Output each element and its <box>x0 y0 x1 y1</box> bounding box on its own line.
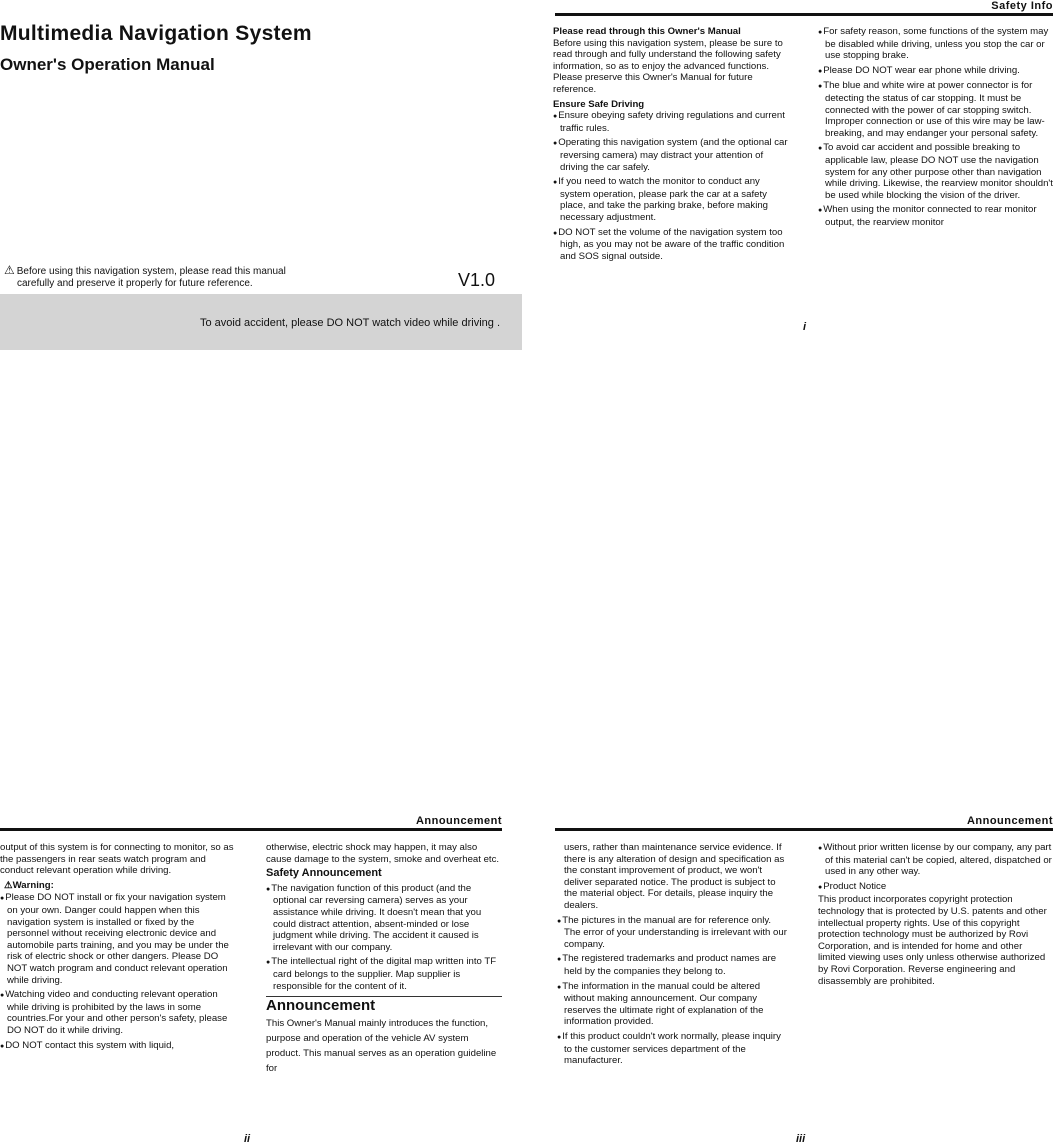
cover-subtitle: Owner's Operation Manual <box>0 55 215 74</box>
page-ii-header: Announcement <box>0 815 502 831</box>
page-ii-left-column <box>0 842 236 1055</box>
notice-paragraph: This product incorporates copyright protection technology that is protected by U.S. patents and other intellectual property rights. Use of this copyright protection technology must be authorized by Rovi Corporation, and is intended for home and other limited viewing uses only unless otherwise authorized by Rovi Corporation. Reverse engineering and disassembly are prohibited. <box>818 894 1047 987</box>
intro-paragraph: users, rather than maintenance service evidence. If there is any alteration of design and specification as the constant improvement of product, we won't deliver separated notice. The product is subject to the material object. For details, please inquiry the dealers. <box>564 842 785 911</box>
bullet-item: ● Please DO NOT wear ear phone while driving. <box>818 65 1054 78</box>
bullet-item: ● DO NOT contact this system with liquid, <box>0 1040 236 1053</box>
page-iii-header: Announcement <box>555 815 1053 831</box>
section-heading: Safety Announcement <box>266 867 382 880</box>
caution-line-2: carefully and preserve it properly for future reference. <box>17 278 253 289</box>
page-iii-right-column <box>818 842 1052 990</box>
section-heading: Ensure Safe Driving <box>553 98 645 110</box>
intro-paragraph: otherwise, electric shock may happen, it may also cause damage to the system, smoke and overheat etc. <box>266 842 500 865</box>
announcement-title: Announcement <box>266 996 502 1012</box>
bullet-item: ● Please DO NOT install or fix your navigation system on your own. Danger could happen when this navigation system is installed or fixed by the personnel without receiving electronic device and automobile parts training, and you may be under the risk of electric shock or other dangers. Please DO NOT watch program and conduct relevant operation while driving. <box>0 892 236 986</box>
bullet-item: ● To avoid car accident and possible breaking to applicable law, please DO NOT use the navigation system for any other purpose other than navigation while driving. Likewise, the rearview monitor shouldn't be used while blocking the vision of the driver. <box>818 142 1054 201</box>
bullet-item: ● If you need to watch the monitor to conduct any system operation, please park the car at a safety place, and take the parking brake, before making necessary adjustment. <box>553 176 789 223</box>
bullet-item: ● Ensure obeying safety driving regulations and current traffic rules. <box>553 110 789 134</box>
warning-triangle-icon: ⚠ <box>4 879 13 891</box>
bullet-item: ● The blue and white wire at power connector is for detecting the status of car stopping. It must be connected with the power of car stopping switch. Improper connection or use of this wire may be law-breaking, and may endanger your personal safety. <box>818 80 1054 139</box>
bullet-item: ● The intellectual right of the digital map written into TF card belongs to the supplier. Map supplier is responsible for the content of it. <box>266 956 502 992</box>
warning-band <box>0 294 522 350</box>
warning-band-text: To avoid accident, please DO NOT watch video while driving . <box>200 317 500 329</box>
announcement-text: This Owner's Manual mainly introduces the function, purpose and operation of the vehicle AV system product. This manual serves as an operation guideline for <box>266 1017 497 1074</box>
page-number: ii <box>244 1133 251 1145</box>
bullet-item: ● The pictures in the manual are for reference only. The error of your understanding is irrelevant with our company. <box>557 915 789 951</box>
bullet-item: ● If this product couldn't work normally, please inquiry to the customer services department of the manufacturer. <box>557 1031 789 1067</box>
section-heading: Please read through this Owner's Manual <box>553 26 741 37</box>
intro-paragraph: Before using this navigation system, please be sure to read through and fully understand the following safety information, so as to enjoy the advanced functions. Please preserve this Owner's Manual for future reference. <box>553 37 783 95</box>
page-ii-right-column <box>266 842 502 1079</box>
bullet-item: ● Product Notice <box>818 881 1052 894</box>
intro-paragraph: output of this system is for connecting to monitor, so as the passengers in rear seats watch program and conduct relevant operation while driving. <box>0 842 234 877</box>
page-i-header: Safety Info <box>555 0 1053 16</box>
caution-line-1: Before using this navigation system, please read this manual <box>16 266 286 277</box>
bullet-item: ● The registered trademarks and product names are held by the companies they belong to. <box>557 953 789 977</box>
cover-caution <box>4 264 286 290</box>
warning-triangle-icon: ⚠ <box>4 263 15 277</box>
bullet-item: ● Operating this navigation system (and the optional car reversing camera) may distract your attention of driving the car safely. <box>553 137 789 173</box>
bullet-item: ● The information in the manual could be altered without making announcement. Our company reserves the ultimate right of explanation of the information provided. <box>557 981 789 1028</box>
cover-title: Multimedia Navigation System <box>0 22 312 45</box>
version-label: V1.0 <box>458 270 496 290</box>
page-iii-left-column <box>557 842 789 1070</box>
bullet-item: ● DO NOT set the volume of the navigation system too high, as you may not be aware of the traffic condition and SOS signal outside. <box>553 227 789 263</box>
bullet-item: ● When using the monitor connected to rear monitor output, the rearview monitor <box>818 204 1054 228</box>
page-number: i <box>803 321 807 333</box>
page-i-right-column <box>818 26 1054 232</box>
bullet-item: ● The navigation function of this product (and the optional car reversing camera) serves as your assistance while driving. It doesn't mean that you could distract attention, absent-minded or lose judgment while driving. The accident it caused is irrelevant with our company. <box>266 883 502 954</box>
bullet-item: ● Watching video and conducting relevant operation while driving is prohibited by the laws in some countries.For your and other person's safety, please DO NOT do it while driving. <box>0 989 236 1036</box>
page-number: iii <box>796 1133 806 1145</box>
page-i-left-column <box>553 26 789 265</box>
bullet-item: ● For safety reason, some functions of the system may be disabled while driving, unless you stop the car or use stopping brake. <box>818 26 1054 62</box>
bullet-item: ● Without prior written license by our company, any part of this material can't be copied, altered, dispatched or used in any other way. <box>818 842 1052 878</box>
warning-heading: ⚠Warning: <box>4 879 54 891</box>
